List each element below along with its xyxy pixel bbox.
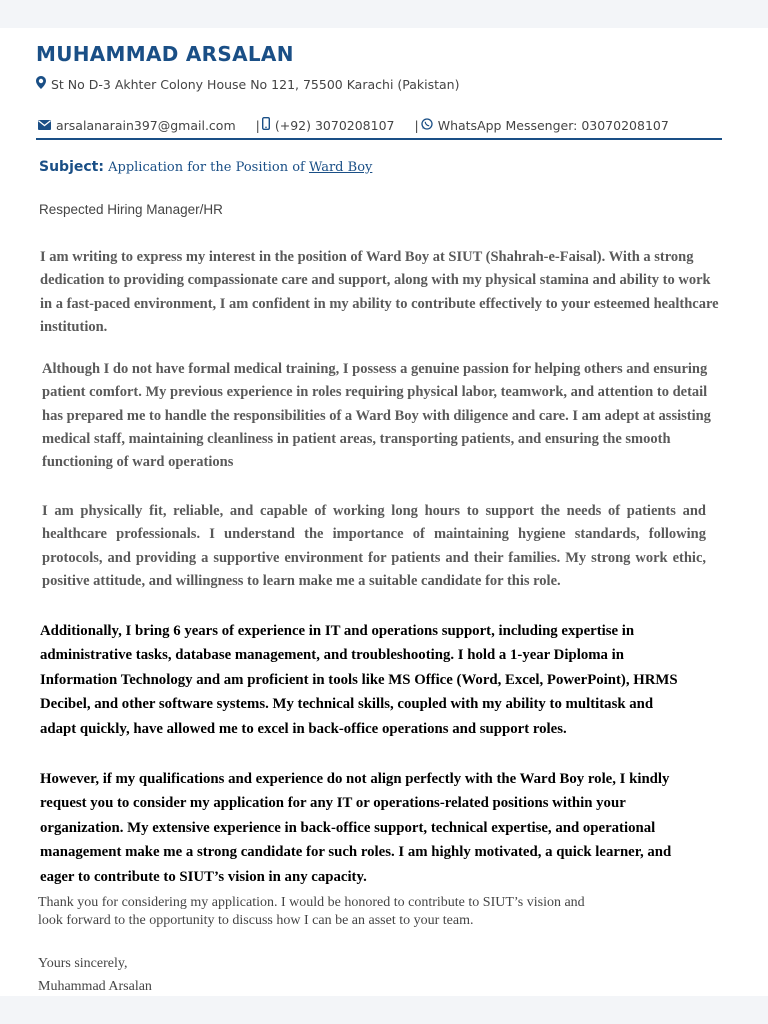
paragraph-thanks: Thank you for considering my application. I would be honored to contribute to SIUT’s vision and look forward to the opportunity to discuss how I can be an asset to your team. — [38, 895, 585, 928]
address-text: St No D-3 Akhter Colony House No 121, 75500 Karachi (Pakistan) — [51, 76, 460, 92]
applicant-name: MUHAMMAD ARSALAN — [36, 42, 294, 66]
letter-page — [0, 28, 768, 996]
subject-position: Ward Boy — [308, 160, 373, 175]
closing-block — [38, 952, 338, 998]
subject-text: Application for the Position of — [108, 160, 305, 175]
paragraph-fitness: I am physically fit, reliable, and capable of working long hours to support the needs of patients and healthcare professionals. I understand the importance of maintaining hygiene standards, following protocols, and providing a supportive environment for patients and their families. My strong work ethic, positive attitude, and willingness to learn make me a suitable candidate for this role. — [42, 503, 706, 589]
paragraph-alternative-roles: However, if my qualifications and experience do not align perfectly with the Ward Boy role, I kindly request you to consider my application for any IT or operations-related positions within your organization. My extensive experience in back-office support, technical expertise, and operational management make me a strong candidate for such roles. I am highly motivated, a quick learner, and eager to contribute to SIUT’s vision in any capacity. — [40, 771, 672, 885]
header-divider — [36, 138, 722, 140]
email-link[interactable]: arsalanarain397@gmail.com — [56, 117, 236, 133]
paragraph-passion: Although I do not have formal medical training, I possess a genuine passion for helping others and ensuring patient comfort. My previous experience in roles requiring physical labor, teamwork, and attention to detail has prepared me to handle the responsibilities of a Ward Boy with diligence and care. I am adept at assisting medical staff, maintaining cleanliness in patient areas, transporting patients, and ensuring the smooth functioning of ward operations — [42, 361, 711, 471]
separator: | — [255, 117, 260, 133]
subject-line — [39, 159, 372, 175]
greeting: Respected Hiring Manager/HR — [39, 202, 223, 217]
whatsapp-label: WhatsApp Messenger: — [437, 117, 578, 133]
contact-line — [38, 117, 669, 133]
closing-salutation: Yours sincerely, — [38, 956, 128, 971]
map-marker-icon — [36, 76, 46, 92]
whatsapp-icon — [421, 118, 433, 133]
address-line — [36, 76, 459, 92]
subject-label: Subject: — [39, 159, 104, 175]
phone-icon — [262, 117, 270, 133]
paragraph-it-experience: Additionally, I bring 6 years of experience in IT and operations support, including expertise in administrative tasks, database management, and troubleshooting. I hold a 1-year Diploma in Information Technology and am proficient in tools like MS Office (Word, Excel, PowerPoint), HRMS Decibel, and other software systems. My technical skills, coupled with my ability to multitask and adapt quickly, have allowed me to excel in back-office operations and support roles. — [40, 623, 678, 737]
separator: | — [414, 117, 419, 133]
paragraph-intro: I am writing to express my interest in the position of Ward Boy at SIUT (Shahrah-e-Faisal). With a strong dedication to providing compassionate care and support, along with my physical stamina and ability to work in a fast-paced environment, I am confident in my ability to contribute effectively to your esteemed healthcare institution. — [40, 249, 719, 335]
envelope-icon — [38, 118, 51, 133]
whatsapp-number[interactable]: 03070208107 — [581, 117, 669, 133]
phone-number[interactable]: (+92) 3070208107 — [274, 117, 395, 133]
signature-name: Muhammad Arsalan — [38, 979, 152, 994]
